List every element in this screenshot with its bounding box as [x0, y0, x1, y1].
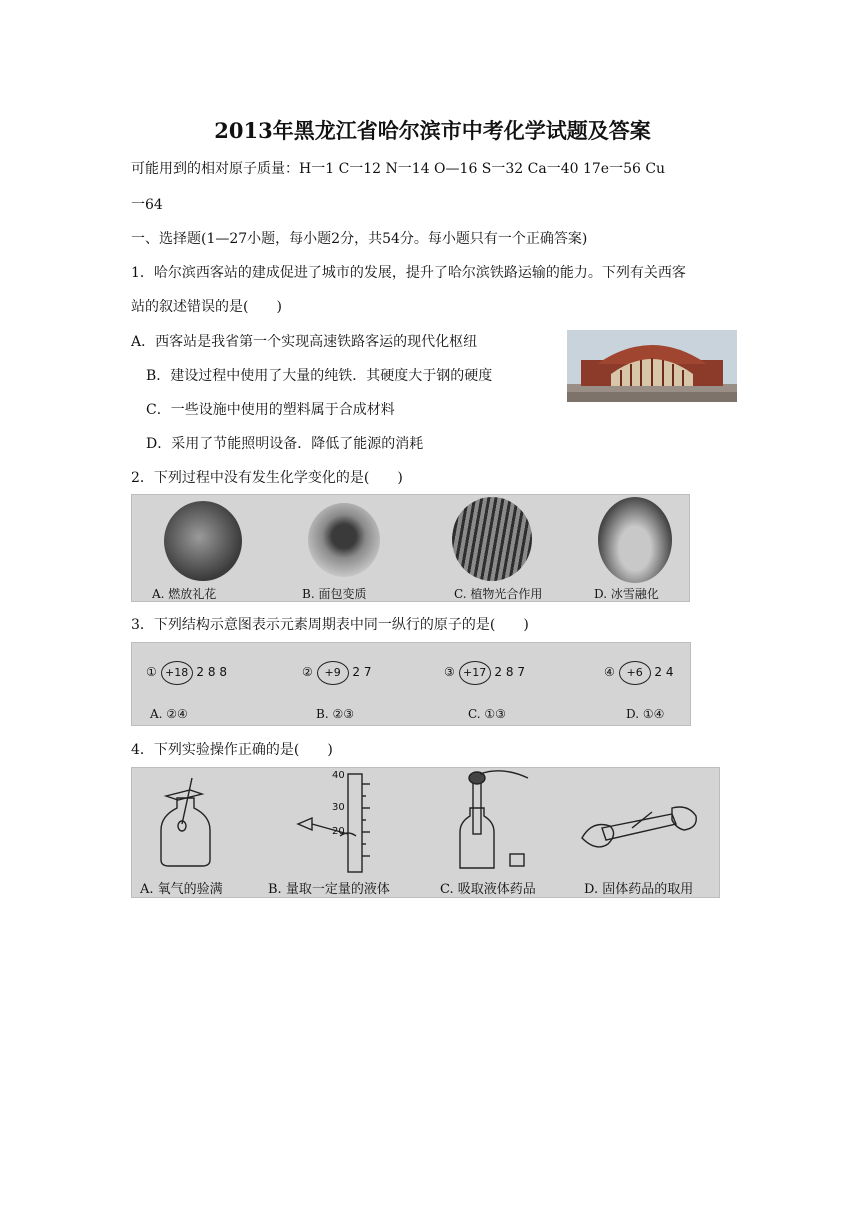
atom-1-label: ① [146, 665, 157, 679]
bread-image [308, 503, 380, 577]
section-heading: 一、选择题(1—27小题，每小题2分，共54分。每小题只有一个正确答案) [131, 231, 588, 247]
q2-stem: 2．下列过程中没有发生化学变化的是( ) [131, 470, 403, 486]
atomic-mass-line-1: 可能用到的相对原子质量：H一1 C一12 N一14 O—16 S一32 Ca一40 17e一56 Cu [131, 161, 666, 177]
atom-3-shells: 2 8 7 [494, 665, 525, 679]
atom-4-shells: 2 4 [654, 665, 674, 679]
q4-figure [131, 767, 720, 898]
atom-2-shells: 2 7 [352, 665, 372, 679]
q3-caption-d: D. ①④ [626, 707, 665, 721]
q1-option-c: C．一些设施中使用的塑料属于合成材料 [146, 402, 395, 418]
atom-1-shells: 2 8 8 [196, 665, 227, 679]
q4-caption-b: B. 量取一定量的液体 [268, 882, 390, 897]
q4-caption-a: A. 氧气的验满 [140, 882, 223, 897]
q3-figure [131, 642, 691, 726]
q2-caption-c: C. 植物光合作用 [454, 587, 543, 601]
q2-caption-a: A. 燃放礼花 [152, 587, 217, 601]
atom-diagram-3 [444, 661, 525, 685]
plant-image [452, 497, 532, 581]
q1-option-a: A．西客站是我省第一个实现高速铁路客运的现代化枢纽 [131, 334, 478, 350]
q2-figure [131, 494, 690, 602]
q4-caption-c: C. 吸取液体药品 [440, 882, 536, 897]
station-photo [567, 330, 737, 402]
atom-4-nucleus: +6 [619, 661, 651, 685]
atom-2-label: ② [302, 665, 313, 679]
atomic-mass-line-2: 一64 [131, 197, 163, 213]
fireworks-image [164, 501, 242, 581]
atom-3-label: ③ [444, 665, 455, 679]
q3-caption-c: C. ①③ [468, 707, 506, 721]
q3-stem: 3．下列结构示意图表示元素周期表中同一纵行的原子的是( ) [131, 617, 529, 633]
lab-apparatus-illustration [132, 768, 721, 878]
q3-caption-b: B. ②③ [316, 707, 354, 721]
scale-label-40: 40 [332, 770, 345, 781]
q4-caption-d: D. 固体药品的取用 [584, 882, 694, 897]
q1-stem-line-1: 1．哈尔滨西客站的建成促进了城市的发展，提升了哈尔滨铁路运输的能力。下列有关西客 [131, 265, 686, 281]
atom-3-nucleus: +17 [459, 661, 491, 685]
atom-2-nucleus: +9 [317, 661, 349, 685]
scale-label-20: 20 [332, 826, 345, 837]
atom-diagram-2 [302, 661, 372, 685]
ice-melting-image [598, 497, 672, 583]
q3-caption-a: A. ②④ [150, 707, 188, 721]
q2-caption-b: B. 面包变质 [302, 587, 367, 601]
atom-diagram-1 [146, 661, 227, 685]
scale-label-30: 30 [332, 802, 345, 813]
atom-diagram-4 [604, 661, 674, 685]
atom-1-nucleus: +18 [161, 661, 193, 685]
atom-4-label: ④ [604, 665, 615, 679]
q1-stem-line-2: 站的叙述错误的是( ) [131, 299, 282, 315]
q4-stem: 4．下列实验操作正确的是( ) [131, 742, 333, 758]
q1-option-d: D．采用了节能照明设备．降低了能源的消耗 [146, 436, 424, 452]
page-title: 2013年黑龙江省哈尔滨市中考化学试题及答案 [214, 118, 651, 143]
q1-option-b: B．建设过程中使用了大量的纯铁．其硬度大于钢的硬度 [146, 368, 493, 384]
q2-caption-d: D. 冰雪融化 [594, 587, 659, 601]
